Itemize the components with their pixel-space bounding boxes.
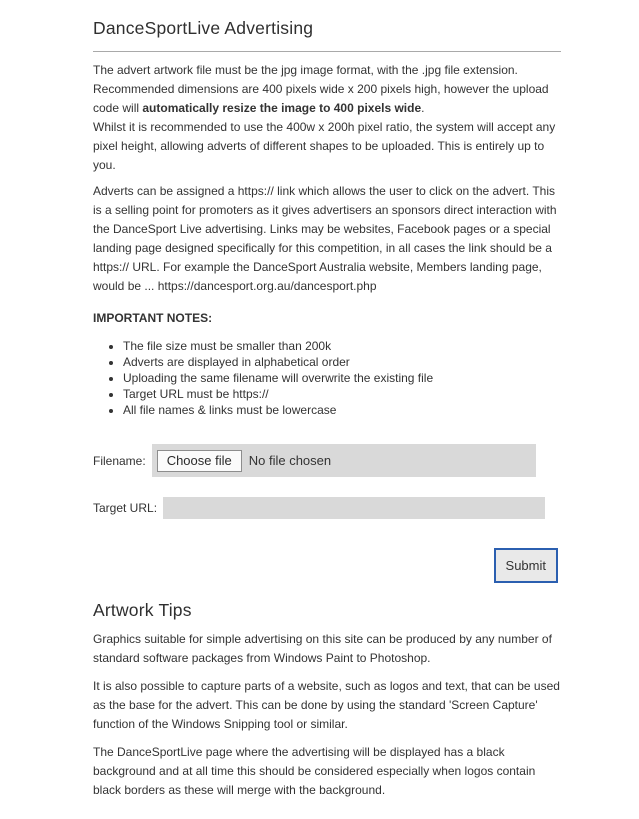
- tips-paragraph-2: It is also possible to capture parts of a website, such as logos and text, that can be used as the base for the advert. This can be done by using the standard 'Screen Capture' function of the Windows Snipping tool or similar.: [93, 679, 560, 731]
- important-notes-list: [93, 338, 561, 418]
- filename-row: [93, 444, 561, 477]
- intro-text-period: .: [421, 101, 425, 115]
- submit-row: [93, 548, 558, 583]
- filename-label: Filename:: [93, 453, 146, 468]
- note-item: • The file size must be smaller than 200k: [123, 338, 561, 354]
- target-url-label: Target URL:: [93, 501, 158, 515]
- target-url-row: [93, 497, 561, 519]
- target-url-input[interactable]: [163, 497, 545, 519]
- upload-form: [93, 444, 561, 583]
- intro-text-line2: Whilst it is recommended to use the 400w x 200h pixel ratio, the system will accept any pixel height, allowing adverts of different shapes to be uploaded. This is entirely up to you.: [93, 120, 556, 172]
- submit-button[interactable]: Submit: [494, 548, 558, 583]
- intro-paragraph-2: Adverts can be assigned a https:// link which allows the user to click on the advert. This is a selling point for promoters as it gives advertisers an sponsors direct interaction with the DanceSport Live advertising. Links may be websites, Facebook pages or a special landing page designed specifically for this competition, in all cases the link should be a https:// URL. For example the DanceSport Australia website, Members landing page, would be ... https://dancesport.org.au/dancesport.php: [93, 184, 557, 293]
- artwork-tips-section: [93, 599, 561, 800]
- intro-paragraph-1: [93, 61, 561, 175]
- note-item: • Uploading the same filename will overwrite the existing file: [123, 370, 561, 386]
- intro-text-before-bold: The advert artwork file must be the jpg image format, with the .jpg file extension. Recommended dimensions are 400 pixels wide x 200 pixels high, however the upload code will: [93, 63, 549, 115]
- tips-paragraph-3: The DanceSportLive page where the advertising will be displayed has a black background and at all time this should be considered especially when logos contain black borders as these will merge with the background.: [93, 745, 536, 797]
- note-item: • Target URL must be https://: [123, 386, 561, 402]
- page-title: DanceSportLive Advertising: [93, 18, 314, 38]
- choose-file-button[interactable]: Choose file: [157, 450, 242, 472]
- important-notes-heading: IMPORTANT NOTES:: [93, 311, 213, 325]
- file-status-text: No file chosen: [248, 453, 332, 468]
- note-item: • All file names & links must be lowercase: [123, 402, 561, 418]
- resize-note-bold: automatically resize the image to 400 pixels wide: [142, 101, 422, 115]
- file-input[interactable]: [152, 444, 536, 477]
- tips-paragraph-1: Graphics suitable for simple advertising on this site can be produced by any number of standard software packages from Windows Paint to Photoshop.: [93, 632, 552, 665]
- note-item: • Adverts are displayed in alphabetical order: [123, 354, 561, 370]
- title-divider: [93, 51, 561, 52]
- tips-heading: Artwork Tips: [93, 600, 192, 620]
